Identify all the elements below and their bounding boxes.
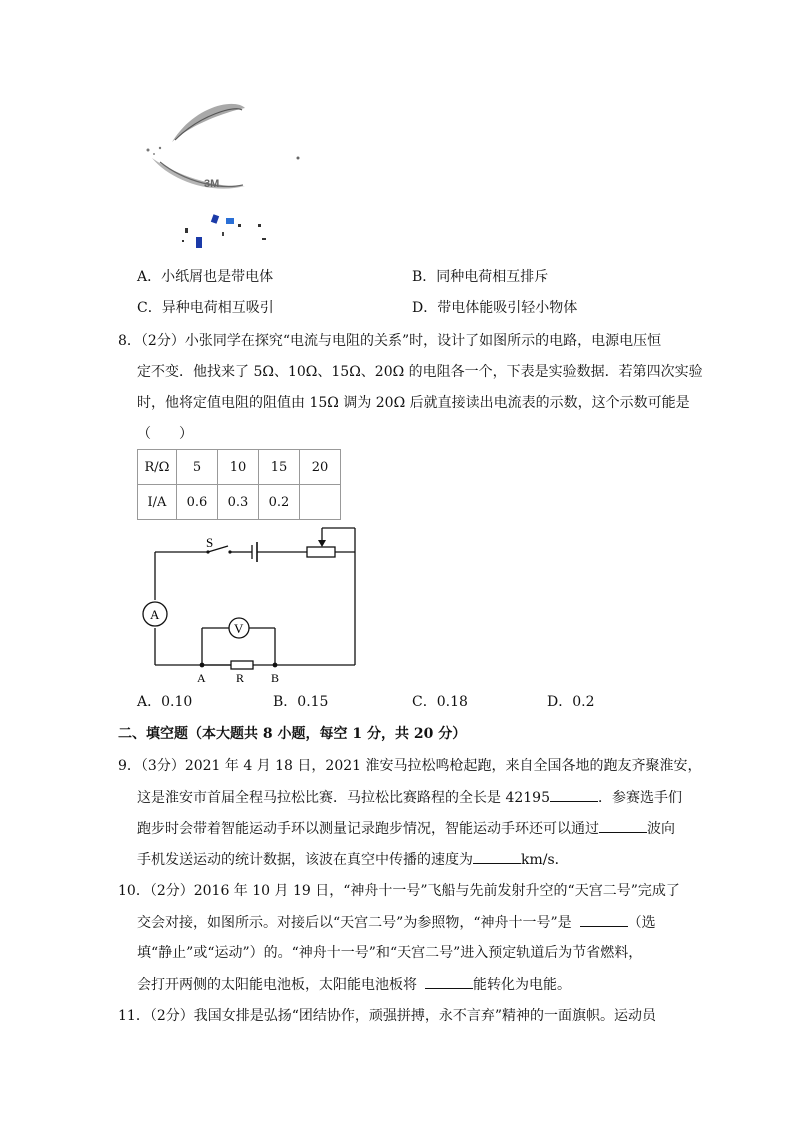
q7-option-c: C．异种电荷相互吸引 — [137, 300, 274, 316]
switch-label: S — [206, 535, 214, 550]
tape-figure — [140, 100, 310, 260]
q7-option-b: B．同种电荷相互排斥 — [412, 269, 549, 285]
table-row — [138, 485, 341, 520]
q9-line-2-text: 这是淮安市首届全程马拉松比赛．马拉松比赛路程的全长是 42195 — [137, 790, 550, 806]
section-heading: 二、填空题（本大题共 8 小题，每空 1 分，共 20 分） — [118, 726, 467, 742]
q10-line-2-text: 交会对接，如图所示。对接后以“天宫二号”为参照物，“神舟十一号”是 — [137, 915, 572, 931]
table-row — [138, 450, 341, 485]
q8-option-d: D．0.2 — [547, 694, 595, 710]
voltmeter-label: V — [234, 621, 244, 636]
table-cell: 0.2 — [259, 485, 300, 520]
circuit-diagram — [130, 520, 370, 690]
q7-option-d: D．带电体能吸引轻小物体 — [412, 300, 578, 316]
tape-figure-illustration — [140, 100, 310, 260]
table-cell: 20 — [300, 450, 341, 485]
table-cell — [300, 485, 341, 520]
table-cell: 0.3 — [218, 485, 259, 520]
q10-line-2-end: （选 — [627, 915, 656, 931]
q8-option-c: C．0.18 — [412, 694, 468, 710]
q7-option-a: A．小纸屑也是带电体 — [137, 269, 274, 285]
q9-line-3-end: 波向 — [647, 821, 675, 837]
q9-line-3 — [137, 818, 675, 839]
q9-line-4-text: 手机发送运动的统计数据，该波在真空中传播的速度为 — [137, 852, 473, 868]
ammeter-label: A — [150, 607, 160, 622]
q9-line-4-end: km/s． — [521, 852, 569, 868]
q8-line-4: （ ） — [137, 426, 193, 442]
q9-line-3-text: 跑步时会带着智能运动手环以测量记录跑步情况，智能运动手环还可以通过 — [137, 821, 599, 837]
q9-line-2-end: ．参赛选手们 — [598, 790, 682, 806]
logo-3m: 3M — [204, 178, 220, 190]
table-cell: I/A — [138, 485, 177, 520]
answer-blank[interactable] — [550, 787, 598, 802]
q8-line-3: 时，他将定值电阻的阻值由 15Ω 调为 20Ω 后就直接读出电流表的示数，这个示数可能是 — [137, 395, 690, 411]
node-b-label: B — [271, 671, 280, 685]
table-cell: 10 — [218, 450, 259, 485]
q10-line-1: 10．（2分）2016 年 10 月 19 日，“神舟十一号”飞船与先前发射升空的“天宫二号”完成了 — [118, 883, 680, 899]
table-cell: 0.6 — [177, 485, 218, 520]
q10-line-4 — [137, 974, 571, 995]
q10-line-4-end: 能转化为电能。 — [473, 977, 571, 993]
q10-line-2 — [137, 912, 656, 933]
q9-line-2 — [137, 787, 682, 808]
q8-line-2: 定不变．他找来了 5Ω、10Ω、15Ω、20Ω 的电阻各一个，下表是实验数据．若第四次实验 — [137, 364, 703, 380]
table-cell: 5 — [177, 450, 218, 485]
q10-line-3: 填“静止”或“运动”）的。“神舟十一号”和“天宫二号”进入预定轨道后为节省燃料， — [137, 945, 643, 961]
q8-option-b: B．0.15 — [273, 694, 329, 710]
answer-blank[interactable] — [580, 912, 628, 927]
answer-blank[interactable] — [425, 974, 473, 989]
answer-blank[interactable] — [473, 849, 521, 864]
table-cell: R/Ω — [138, 450, 177, 485]
q9-line-4 — [137, 849, 569, 870]
node-a-label: A — [197, 671, 206, 685]
resistor-label: R — [236, 671, 245, 685]
resistance-current-table — [137, 449, 341, 520]
answer-blank[interactable] — [599, 818, 647, 833]
q9-line-1: 9．（3分）2021 年 4 月 18 日，2021 淮安马拉松鸣枪起跑，来自全国各地的跑友齐聚淮安， — [118, 758, 702, 774]
q11-line-1: 11．（2分）我国女排是弘扬“团结协作，顽强拼搏，永不言弃”精神的一面旗帜。运动员 — [118, 1008, 657, 1024]
q8-line-1: 8．（2分）小张同学在探究“电流与电阻的关系”时，设计了如图所示的电路，电源电压恒 — [118, 333, 662, 349]
q10-line-4-text: 会打开两侧的太阳能电池板，太阳能电池板将 — [137, 977, 417, 993]
q8-option-a: A．0.10 — [137, 694, 193, 710]
table-cell: 15 — [259, 450, 300, 485]
